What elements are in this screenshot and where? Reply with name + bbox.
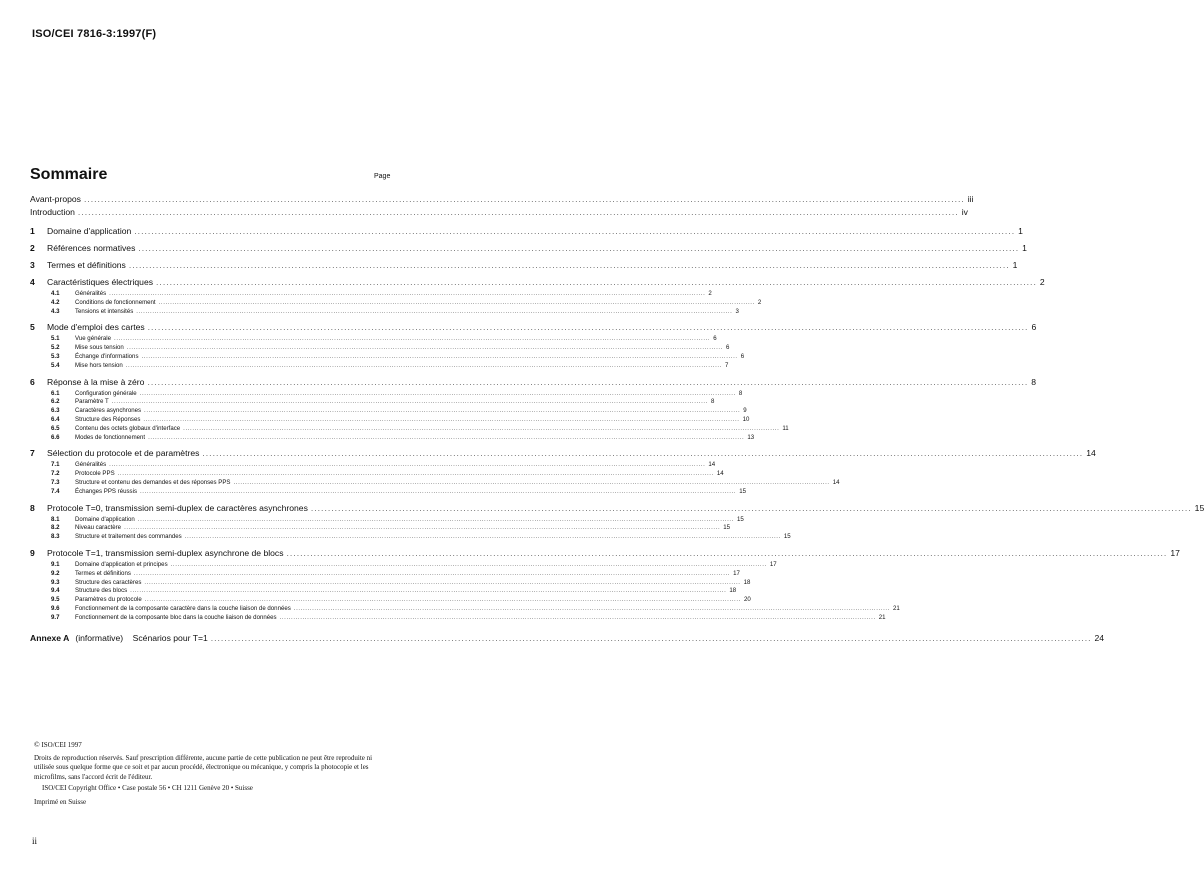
entry-label: Protocole T=0, transmission semi-duplex de caractères asynchrones bbox=[47, 502, 308, 513]
toc-entry-subsection[interactable] bbox=[30, 560, 777, 570]
entry-page: 17 bbox=[769, 560, 777, 568]
entry-number: 5.2 bbox=[51, 344, 60, 352]
copyright-office: ISO/CEI Copyright Office • Case postale 56 • CH 1211 Genève 20 • Suisse bbox=[42, 784, 253, 792]
entry-label: Réponse à la mise à zéro bbox=[47, 376, 145, 387]
leader-dots: .................................................................................................................................................................................................................................................................... bbox=[147, 322, 1029, 333]
leader-dots: .................................................................................................................................................................................................................................................................... bbox=[310, 502, 1192, 513]
entry-page: 17 bbox=[733, 569, 740, 577]
entry-page: 13 bbox=[747, 433, 755, 441]
entry-label: Paramètres du protocole bbox=[75, 596, 142, 604]
entry-label: Structure et traitement des commandes bbox=[75, 533, 182, 541]
entry-number: 8 bbox=[30, 502, 35, 513]
entry-page: 14 bbox=[708, 461, 716, 469]
leader-dots: .................................................................................................................................................................................................................................................................... bbox=[144, 578, 741, 586]
entry-number: 9.4 bbox=[51, 587, 60, 595]
toc-entry-section-5[interactable] bbox=[30, 322, 1037, 335]
entry-number: 7 bbox=[30, 448, 35, 459]
entry-label: Domaine d'application et principes bbox=[75, 560, 168, 568]
entry-label: Échanges PPS réussis bbox=[75, 487, 137, 495]
leader-dots: .................................................................................................................................................................................................................................................................... bbox=[202, 448, 1084, 459]
entry-number: 9.1 bbox=[51, 560, 60, 568]
leader-dots: .................................................................................................................................................................................................................................................................... bbox=[111, 398, 708, 406]
entry-number: 8.3 bbox=[51, 533, 60, 541]
leader-dots: .................................................................................................................................................................................................................................................................... bbox=[134, 226, 1016, 236]
entry-label: Paramètre T bbox=[75, 398, 109, 406]
entry-number: 6 bbox=[30, 376, 35, 387]
toc-entry-subsection[interactable] bbox=[30, 433, 755, 443]
toc-entry-subsection[interactable] bbox=[30, 407, 747, 416]
entry-label: Échange d'informations bbox=[75, 352, 139, 360]
leader-dots: .................................................................................................................................................................................................................................................................... bbox=[114, 335, 711, 343]
entry-page: 17 bbox=[1170, 547, 1180, 558]
standard-code: ISO/CEI 7816-3:1997(F) bbox=[32, 28, 157, 40]
entry-label: Structure des caractères bbox=[75, 578, 142, 586]
leader-dots: .................................................................................................................................................................................................................................................................... bbox=[286, 547, 1168, 558]
toc-entry-subsection[interactable] bbox=[30, 290, 712, 299]
entry-page: 10 bbox=[742, 415, 750, 423]
entry-number: 5.4 bbox=[51, 361, 60, 369]
entry-page: 6 bbox=[725, 344, 730, 352]
toc-entry-section-3[interactable] bbox=[30, 260, 1018, 273]
entry-number: 6.4 bbox=[51, 415, 60, 423]
leader-dots: .................................................................................................................................................................................................................................................................... bbox=[148, 433, 745, 441]
toc-entry-subsection[interactable] bbox=[30, 398, 715, 407]
copyright-icon: © bbox=[34, 740, 40, 749]
leader-dots: .................................................................................................................................................................................................................................................................... bbox=[170, 560, 767, 568]
annex-label: Annexe A bbox=[30, 632, 70, 643]
entry-label: Configuration générale bbox=[75, 389, 137, 397]
toc-entry-section-2[interactable] bbox=[30, 243, 1027, 256]
toc-entry-subsection[interactable] bbox=[30, 461, 716, 470]
leader-dots: .................................................................................................................................................................................................................................................................... bbox=[136, 307, 733, 315]
toc-entry-subsection[interactable] bbox=[30, 307, 739, 317]
toc-entry-subsection[interactable] bbox=[30, 478, 840, 488]
entry-number: 3 bbox=[30, 260, 35, 270]
toc-entry-subsection[interactable] bbox=[30, 569, 740, 579]
leader-dots: .................................................................................................................................................................................................................................................................... bbox=[126, 344, 723, 352]
entry-page: 24 bbox=[1094, 632, 1105, 643]
leader-dots: .................................................................................................................................................................................................................................................................... bbox=[139, 389, 736, 397]
leader-dots: .................................................................................................................................................................................................................................................................... bbox=[147, 376, 1029, 387]
entry-label: Sélection du protocole et de paramètres bbox=[47, 448, 200, 459]
entry-number: 6.1 bbox=[51, 389, 60, 397]
entry-label: Contenu des octets globaux d'interface bbox=[75, 424, 181, 432]
toc-entry-section-9[interactable] bbox=[30, 547, 1180, 561]
entry-page: 8 bbox=[1031, 376, 1037, 387]
entry-label: Généralités bbox=[75, 461, 107, 469]
toc-entry-subsection[interactable] bbox=[30, 596, 751, 605]
entry-page: 2 bbox=[708, 290, 712, 297]
toc-entry-subsection[interactable] bbox=[30, 533, 791, 542]
entry-page: 6 bbox=[1031, 322, 1037, 333]
entry-page: 15 bbox=[736, 515, 744, 523]
entry-page: 6 bbox=[713, 335, 717, 343]
toc-entry-subsection[interactable] bbox=[30, 335, 717, 344]
entry-number: 6.6 bbox=[51, 433, 60, 441]
entry-number: 7.4 bbox=[51, 487, 60, 495]
toc-entry-subsection[interactable] bbox=[30, 487, 746, 497]
entry-page: 3 bbox=[735, 307, 739, 315]
toc-entry-section-7[interactable] bbox=[30, 448, 1096, 461]
leader-dots: .................................................................................................................................................................................................................................................................... bbox=[109, 461, 706, 469]
leader-dots: .................................................................................................................................................................................................................................................................... bbox=[144, 596, 741, 604]
entry-page: 18 bbox=[729, 587, 737, 595]
leader-dots: .................................................................................................................................................................................................................................................................... bbox=[183, 424, 780, 432]
entry-label: Domaine d'application bbox=[75, 515, 135, 523]
leader-dots: .................................................................................................................................................................................................................................................................... bbox=[144, 407, 741, 415]
entry-label bbox=[30, 633, 208, 643]
toc-entry-subsection[interactable] bbox=[30, 604, 900, 614]
copyright-notice: ISO/CEI 1997 bbox=[41, 741, 82, 749]
entry-label: Conditions de fonctionnement bbox=[75, 298, 156, 306]
entry-page: 14 bbox=[832, 478, 840, 486]
entry-page: 7 bbox=[724, 361, 729, 369]
entry-number: 4 bbox=[30, 277, 35, 287]
entry-number: 2 bbox=[30, 243, 35, 253]
entry-number: 9.2 bbox=[51, 569, 60, 577]
entry-page: 2 bbox=[757, 298, 762, 306]
toc-entry-subsection[interactable] bbox=[30, 352, 745, 362]
entry-page: iii bbox=[967, 194, 974, 204]
leader-dots: .................................................................................................................................................................................................................................................................... bbox=[130, 587, 727, 595]
toc-entry-section-1[interactable] bbox=[30, 226, 1023, 239]
entry-page: 18 bbox=[743, 578, 751, 586]
leader-dots: .................................................................................................................................................................................................................................................................... bbox=[133, 569, 731, 577]
entry-label: Mise sous tension bbox=[75, 344, 124, 352]
entry-number: 9 bbox=[30, 547, 35, 558]
toc-entry-subsection[interactable] bbox=[30, 524, 731, 533]
toc-entry-subsection[interactable] bbox=[30, 578, 751, 588]
entry-page: 1 bbox=[1012, 260, 1018, 270]
entry-page: iv bbox=[961, 207, 968, 217]
entry-page: 14 bbox=[1086, 448, 1096, 459]
leader-dots: .................................................................................................................................................................................................................................................................... bbox=[137, 515, 734, 523]
printed-in: Imprimé en Suisse bbox=[34, 797, 87, 806]
leader-dots: .................................................................................................................................................................................................................................................................... bbox=[128, 260, 1010, 270]
entry-label: Vue générale bbox=[75, 335, 112, 343]
entry-page: 21 bbox=[893, 604, 900, 612]
entry-label: Mise hors tension bbox=[75, 361, 123, 369]
entry-number: 4.2 bbox=[51, 298, 60, 306]
leader-dots: .................................................................................................................................................................................................................................................................... bbox=[279, 613, 876, 621]
entry-number: 9.5 bbox=[51, 596, 60, 604]
entry-label: Protocole PPS bbox=[75, 470, 115, 478]
leader-dots: .................................................................................................................................................................................................................................................................... bbox=[184, 533, 781, 541]
entry-label: Fonctionnement de la composante bloc dans la couche liaison de données bbox=[75, 613, 277, 621]
toc-title: Sommaire bbox=[30, 166, 108, 183]
entry-number: 4.1 bbox=[51, 290, 60, 297]
entry-label: Introduction bbox=[30, 207, 75, 217]
entry-page: 8 bbox=[738, 389, 743, 397]
entry-number: 7.2 bbox=[51, 470, 60, 478]
leader-dots: .................................................................................................................................................................................................................................................................... bbox=[140, 487, 737, 495]
entry-number: 9.7 bbox=[51, 613, 60, 621]
entry-page: 14 bbox=[716, 470, 724, 478]
toc-entry-annex[interactable] bbox=[30, 632, 1105, 646]
entry-number: 6.3 bbox=[51, 407, 60, 415]
leader-dots: .................................................................................................................................................................................................................................................................... bbox=[141, 352, 738, 360]
toc-entry-subsection[interactable] bbox=[30, 415, 750, 425]
entry-page: 6 bbox=[740, 352, 745, 360]
leader-dots: .................................................................................................................................................................................................................................................................... bbox=[117, 470, 714, 478]
entry-number: 5.1 bbox=[51, 335, 60, 343]
entry-page: 20 bbox=[743, 596, 751, 604]
entry-label: Modes de fonctionnement bbox=[75, 433, 146, 441]
entry-page: 1 bbox=[1018, 226, 1023, 236]
leader-dots: .................................................................................................................................................................................................................................................................... bbox=[293, 604, 890, 612]
toc-entry-section-4[interactable] bbox=[30, 277, 1045, 290]
table-of-contents bbox=[30, 194, 1204, 646]
entry-label: Avant-propos bbox=[30, 194, 81, 204]
entry-number: 6.2 bbox=[51, 398, 60, 406]
entry-number: 6.5 bbox=[51, 424, 60, 432]
toc-entry-front[interactable] bbox=[30, 207, 968, 220]
leader-dots: .................................................................................................................................................................................................................................................................... bbox=[109, 290, 706, 297]
leader-dots: .................................................................................................................................................................................................................................................................... bbox=[143, 415, 740, 423]
entry-number: 5.3 bbox=[51, 352, 60, 360]
leader-dots: .................................................................................................................................................................................................................................................................... bbox=[83, 194, 965, 204]
entry-label: Domaine d'application bbox=[47, 226, 132, 236]
entry-label: Termes et définitions bbox=[47, 260, 126, 270]
toc-entry-subsection[interactable] bbox=[30, 298, 762, 308]
entry-number: 7.1 bbox=[51, 461, 60, 469]
entry-label: Structure des blocs bbox=[75, 587, 128, 595]
entry-page: 9 bbox=[743, 407, 747, 415]
entry-label: Caractères asynchrones bbox=[75, 407, 142, 415]
leader-dots: .................................................................................................................................................................................................................................................................... bbox=[138, 243, 1020, 253]
leader-dots: .................................................................................................................................................................................................................................................................... bbox=[77, 207, 959, 217]
entry-number: 7.3 bbox=[51, 478, 60, 486]
toc-entry-subsection[interactable] bbox=[30, 470, 724, 479]
entry-page: 11 bbox=[782, 424, 789, 432]
leader-dots: .................................................................................................................................................................................................................................................................... bbox=[156, 277, 1037, 287]
toc-entry-subsection[interactable] bbox=[30, 344, 730, 353]
page-column-header: Page bbox=[374, 173, 391, 180]
entry-label: Protocole T=1, transmission semi-duplex asynchrone de blocs bbox=[47, 547, 284, 558]
entry-page: 21 bbox=[878, 613, 886, 621]
entry-label: Caractéristiques électriques bbox=[47, 277, 154, 287]
toc-entry-subsection[interactable] bbox=[30, 424, 789, 434]
toc-entry-subsection[interactable] bbox=[30, 515, 744, 525]
entry-number: 8.2 bbox=[51, 524, 60, 532]
toc-entry-subsection[interactable] bbox=[30, 389, 743, 399]
leader-dots: .................................................................................................................................................................................................................................................................... bbox=[125, 361, 722, 369]
entry-number: 8.1 bbox=[51, 515, 60, 523]
annex-title: Scénarios pour T=1 bbox=[132, 632, 208, 643]
toc-entry-front[interactable] bbox=[30, 194, 974, 207]
annex-type: (informative) bbox=[75, 632, 124, 643]
leader-dots: .................................................................................................................................................................................................................................................................... bbox=[233, 478, 830, 486]
entry-label: Structure et contenu des demandes et des réponses PPS bbox=[75, 478, 231, 486]
page-number: ii bbox=[32, 836, 38, 846]
entry-page: 15 bbox=[783, 533, 791, 541]
entry-label: Tensions et intensités bbox=[75, 307, 134, 315]
copyright-block bbox=[34, 740, 394, 807]
leader-dots: .................................................................................................................................................................................................................................................................... bbox=[158, 298, 755, 306]
toc-entry-subsection[interactable] bbox=[30, 361, 729, 371]
entry-number: 9.3 bbox=[51, 578, 60, 586]
entry-page: 15 bbox=[723, 524, 731, 532]
entry-number: 4.3 bbox=[51, 307, 60, 315]
entry-page: 2 bbox=[1039, 277, 1045, 287]
entry-number: 1 bbox=[30, 226, 35, 236]
toc-entry-section-6[interactable] bbox=[30, 376, 1037, 390]
entry-label: Termes et définitions bbox=[75, 569, 131, 577]
entry-page: 8 bbox=[710, 398, 715, 406]
toc-entry-subsection[interactable] bbox=[30, 587, 737, 596]
entry-page: 15 bbox=[1194, 502, 1204, 513]
toc-entry-section-8[interactable] bbox=[30, 502, 1204, 516]
entry-label: Niveau caractère bbox=[75, 524, 122, 532]
toc-entry-subsection[interactable] bbox=[30, 613, 886, 623]
entry-page: 1 bbox=[1022, 243, 1027, 253]
entry-label: Fonctionnement de la composante caractère dans la couche liaison de données bbox=[75, 604, 291, 612]
entry-label: Structure des Réponses bbox=[75, 415, 141, 423]
entry-number: 5 bbox=[30, 322, 35, 333]
entry-label: Références normatives bbox=[47, 243, 136, 253]
entry-number: 9.6 bbox=[51, 604, 60, 612]
entry-label: Généralités bbox=[75, 290, 107, 297]
entry-page: 15 bbox=[739, 487, 746, 495]
leader-dots: .................................................................................................................................................................................................................................................................... bbox=[124, 524, 721, 532]
entry-label: Mode d'emploi des cartes bbox=[47, 322, 145, 333]
leader-dots: .................................................................................................................................................................................................................................................................... bbox=[210, 632, 1092, 643]
copyright-rights: Droits de reproduction réservés. Sauf prescription différente, aucune partie de cette publication ne peut être reproduite ni utilisée sous quelque forme que ce soit et par aucun procédé, électronique ou mécanique, y compris la photocopie et les microfilms, sans l'accord écrit de l'éditeur. bbox=[34, 753, 373, 781]
